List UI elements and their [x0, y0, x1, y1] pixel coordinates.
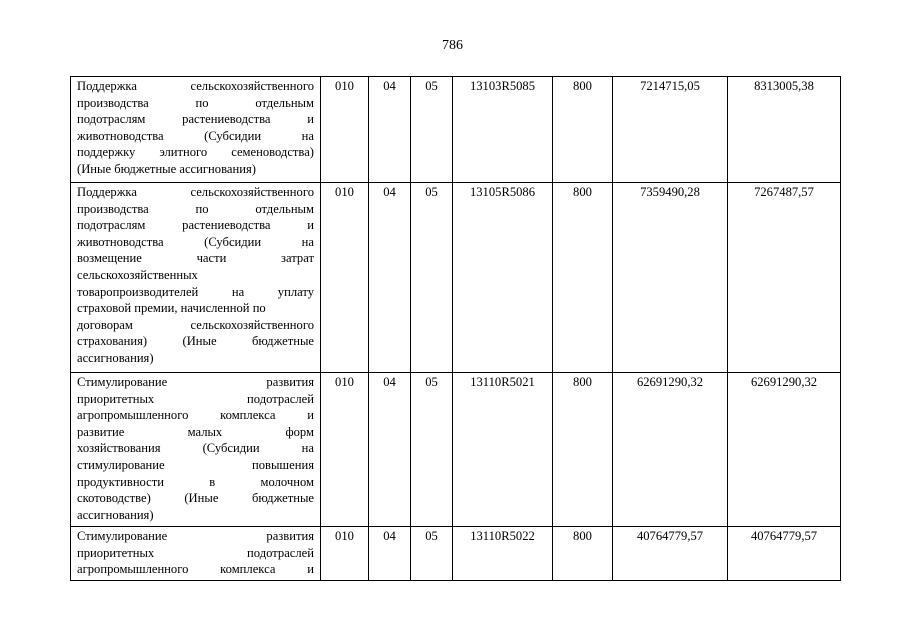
description-cell [71, 373, 321, 527]
description-line: подотраслям растениеводства и [77, 112, 314, 127]
description-line: хозяйствования (Субсидии на [77, 441, 314, 456]
description-line: агропромышленного комплекса и [77, 408, 314, 423]
description-line: развитие малых форм [77, 424, 314, 439]
description-line: сельскохозяйственных [77, 267, 198, 282]
table-row [71, 373, 841, 527]
description-line: скотоводстве) (Иные бюджетные [77, 491, 314, 506]
expense-type-cell: 800 [553, 77, 613, 183]
amount-year2-cell: 62691290,32 [728, 373, 841, 527]
amount-year1-cell: 7359490,28 [613, 183, 728, 373]
description-line: страхования) (Иные бюджетные [77, 334, 314, 349]
description-line: товаропроизводителей на уплату [77, 284, 314, 299]
description-line: Стимулирование развития [77, 375, 314, 389]
description-cell [71, 527, 321, 581]
description-line: животноводства (Субсидии на [77, 128, 314, 143]
description-line: производства по отдельным [77, 201, 314, 216]
table-row [71, 527, 841, 581]
description-line: приоритетных подотраслей [77, 391, 314, 406]
subsection-code-cell: 05 [411, 77, 453, 183]
description-line: страховой премии, начисленной по [77, 301, 266, 316]
table-row [71, 183, 841, 373]
description-line: возмещение части затрат [77, 251, 314, 266]
description-cell [71, 183, 321, 373]
description-line: стимулирование повышения [77, 457, 314, 472]
ministry-code-cell: 010 [321, 527, 369, 581]
target-article-cell: 13103R5085 [453, 77, 553, 183]
ministry-code-cell: 010 [321, 77, 369, 183]
subsection-code-cell: 05 [411, 183, 453, 373]
subsection-code-cell: 05 [411, 527, 453, 581]
description-line: ассигнования) [77, 507, 154, 522]
description-line: поддержку элитного семеноводства) [77, 145, 314, 160]
description-line: приоритетных подотраслей [77, 545, 314, 560]
page-number: 786 [442, 38, 463, 53]
subsection-code-cell: 05 [411, 373, 453, 527]
expense-type-cell: 800 [553, 527, 613, 581]
ministry-code-cell: 010 [321, 183, 369, 373]
description-line: продуктивности в молочном [77, 474, 314, 489]
description-line: животноводства (Субсидии на [77, 234, 314, 249]
target-article-cell: 13110R5021 [453, 373, 553, 527]
description-line: ассигнования) [77, 350, 154, 365]
description-line: договорам сельскохозяйственного [77, 317, 314, 332]
expense-type-cell: 800 [553, 373, 613, 527]
description-line: Поддержка сельскохозяйственного [77, 79, 314, 93]
target-article-cell: 13105R5086 [453, 183, 553, 373]
amount-year1-cell: 62691290,32 [613, 373, 728, 527]
section-code-cell: 04 [369, 373, 411, 527]
amount-year2-cell: 7267487,57 [728, 183, 841, 373]
amount-year2-cell: 40764779,57 [728, 527, 841, 581]
description-cell [71, 77, 321, 183]
section-code-cell: 04 [369, 527, 411, 581]
description-line: (Иные бюджетные ассигнования) [77, 161, 256, 176]
description-line: Поддержка сельскохозяйственного [77, 185, 314, 199]
expense-type-cell: 800 [553, 183, 613, 373]
description-line: производства по отдельным [77, 95, 314, 110]
amount-year2-cell: 8313005,38 [728, 77, 841, 183]
table-row [71, 77, 841, 183]
description-line: подотраслям растениеводства и [77, 218, 314, 233]
amount-year1-cell: 40764779,57 [613, 527, 728, 581]
target-article-cell: 13110R5022 [453, 527, 553, 581]
budget-table [70, 76, 841, 581]
amount-year1-cell: 7214715,05 [613, 77, 728, 183]
section-code-cell: 04 [369, 183, 411, 373]
ministry-code-cell: 010 [321, 373, 369, 527]
description-line: Стимулирование развития [77, 529, 314, 543]
description-line: агропромышленного комплекса и [77, 562, 314, 577]
section-code-cell: 04 [369, 77, 411, 183]
